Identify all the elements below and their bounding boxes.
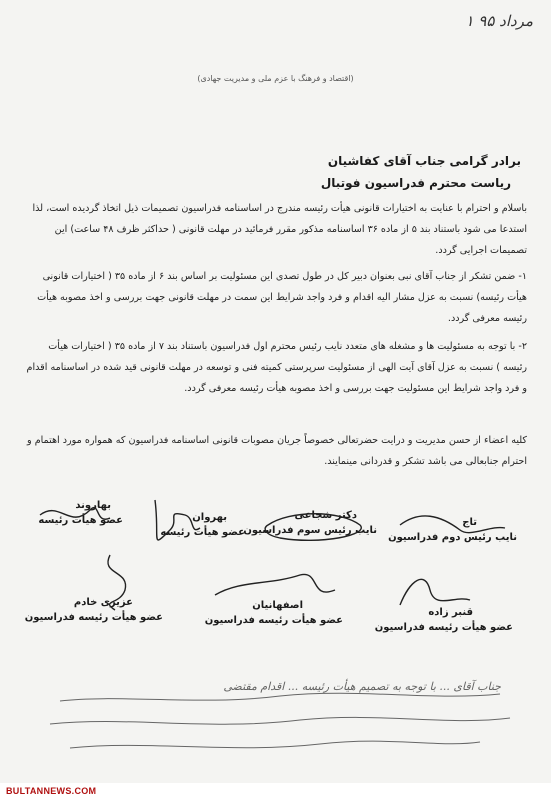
body-closing: کلیه اعضاء از حسن مدیریت و درایت حضرتعالی خصوصاً جریان مصوبات قانونی اساسنامه فدراسیون که همواره مورد اهتمام و احترام جنابعالی می باشد تشکر و قدردانی مینمایند. xyxy=(27,435,527,467)
signature-scribble-azizi xyxy=(108,555,126,610)
body-item-1: ۱- ضمن تشکر از جناب آقای نبی بعنوان دبیر کل در طول تصدی این مسئولیت بر اساس بند ۶ از ماده ۳۵ ( اختیارات قانونی هیأت رئیسه) نسبت به عزل مشار الیه اقدام و فرد واجد شرایط این سمت در مهلت قانونی جهت بررسی و اخذ مصوبه هیأت رئیسه معرفی گردد. xyxy=(37,271,527,324)
salutation-position: ریاست محترم فدراسیون فوتبال xyxy=(320,176,511,190)
letter-motto: (اقتصاد و فرهنگ با عزم ملی و مدیریت جهادی) xyxy=(197,74,354,83)
signatory-title: عضو هیأت رئیسه xyxy=(38,515,123,526)
signatory-title: عضو هیأت رئیسه فدراسیون xyxy=(204,615,343,626)
signatory-title: نایب رئیس دوم فدراسیون xyxy=(388,532,517,543)
signatory-name: بهاروند xyxy=(75,500,111,511)
body-intro: باسلام و احترام با عنایت به اختیارات قانونی هیأت رئیسه مندرج در اساسنامه فدراسیون تصمیمات ذیل اتخاذ گردیده است، لذا استدعا می شود باستناد بند ۵ از ماده ۳۶ اساسنامه مذکور مقرر فرمائید در مهلت قانونی ( حداکثر ظرف ۴۸ ساعت) این تصمیمات اجرایی گردد. xyxy=(32,203,527,256)
signatory-name: اصفهانیان xyxy=(252,600,303,611)
signatory-name: قنبر زاده xyxy=(428,607,473,618)
signature-scribble-behravan xyxy=(155,500,200,540)
signature-scribble-taj xyxy=(400,516,505,533)
signatory-name: بهروان xyxy=(192,512,227,523)
signatory-title: نایب رئیس سوم فدراسیون xyxy=(243,525,377,536)
handwritten-date-note: ۱ مرداد ۹۵ xyxy=(465,12,533,30)
signature-scribble-esfahanian xyxy=(215,574,335,595)
signatory-name: تاج xyxy=(462,517,477,528)
handwriting-strokes xyxy=(0,676,551,776)
salutation-addressee: برادر گرامی جناب آقای کفاشیان xyxy=(327,154,521,168)
signatory-title: عضو هیأت رئیسه xyxy=(160,527,245,538)
signature-scribbles xyxy=(0,470,551,670)
signature-scribble-shojaei xyxy=(265,514,361,541)
body-item-2: ۲- با توجه به مسئولیت ها و مشغله های متعدد نایب رئیس محترم اول فدراسیون باستناد بند ۷ از ماده ۳۵ ( اختیارات هیأت رئیسه ) نسبت به عزل آقای آیت الهی از مسئولیت سرپرستی کمیته فنی و توسعه در مهلت قانونی قید شده در اساسنامه اقدام و فرد واجد شرایط این مسئولیت جهت بررسی و اخذ مصوبه هیأت رئیسه معرفی گردد. xyxy=(26,341,527,394)
signature-scribble-ghanbarzadeh xyxy=(400,579,470,605)
signatory-title: عضو هیأت رئیسه فدراسیون xyxy=(24,612,163,623)
watermark-text: BULTANNEWS.COM xyxy=(6,786,97,796)
signature-scribble-baharvand xyxy=(40,508,110,520)
signatory-name: دکتر شجاعی xyxy=(294,510,357,521)
salutation xyxy=(321,150,521,194)
handwritten-annotation: جناب آقای ... با توجه به تصمیم هیأت رئیسه ... اقدام مقتضی xyxy=(223,680,501,693)
signatory-name: عزیزی خادم xyxy=(73,597,133,608)
signatory-title: عضو هیأت رئیسه فدراسیون xyxy=(374,622,513,633)
